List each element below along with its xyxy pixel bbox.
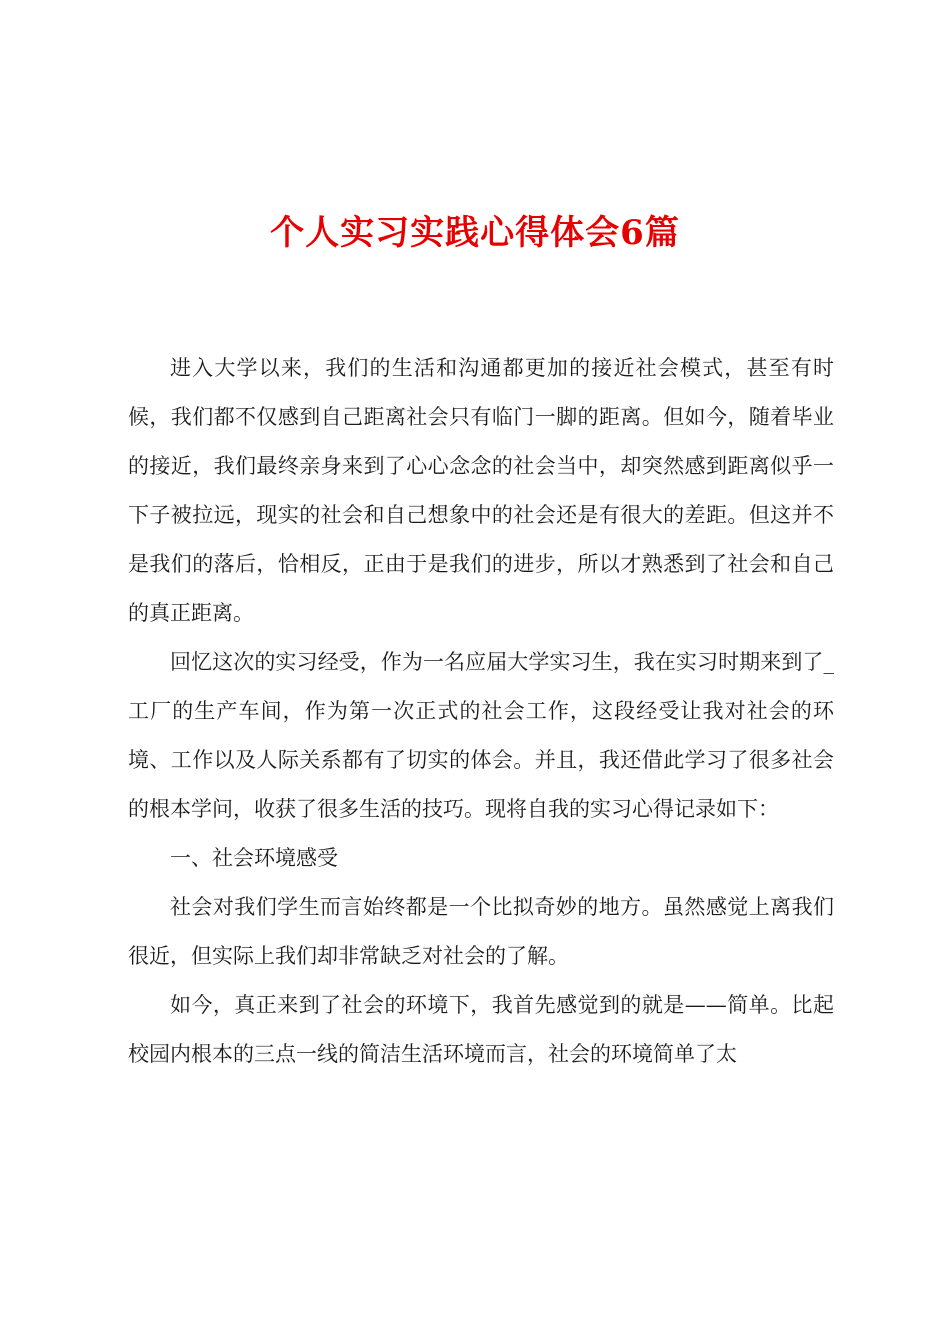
document-body [128,344,834,1079]
document-title: 个人实习实践心得体会6篇 [270,213,680,253]
paragraph-complexity: 如今，真正来到了社会的环境下，我首先感觉到的就是——简单。比起校园内根本的三点一线的简洁生活环境而言，社会的环境简单了太 [128,993,834,1066]
section-heading-social-environment: 一、社会环境感受 [170,846,338,870]
paragraph-society-mystery: 社会对我们学生而言始终都是一个比拟奇妙的地方。虽然感觉上离我们很近，但实际上我们却非常缺乏对社会的了解。 [128,895,834,968]
paragraph-intro: 进入大学以来，我们的生活和沟通都更加的接近社会模式，甚至有时候，我们都不仅感到自己距离社会只有临门一脚的距离。但如今，随着毕业的接近，我们最终亲身来到了心心念念的社会当中，却突然感到距离似乎一下子被拉远，现实的社会和自己想象中的社会还是有很大的差距。但这并不是我们的落后，恰相反，正由于是我们的进步，所以才熟悉到了社会和自己的真正距离。 [128,356,834,625]
paragraph-internship-review: 回忆这次的实习经受，作为一名应届大学实习生，我在实习时期来到了_工厂的生产车间，作为第一次正式的社会工作，这段经受让我对社会的环境、工作以及人际关系都有了切实的体会。并且，我还借此学习了很多社会的根本学问，收获了很多生活的技巧。现将自我的实习心得记录如下： [128,650,834,821]
